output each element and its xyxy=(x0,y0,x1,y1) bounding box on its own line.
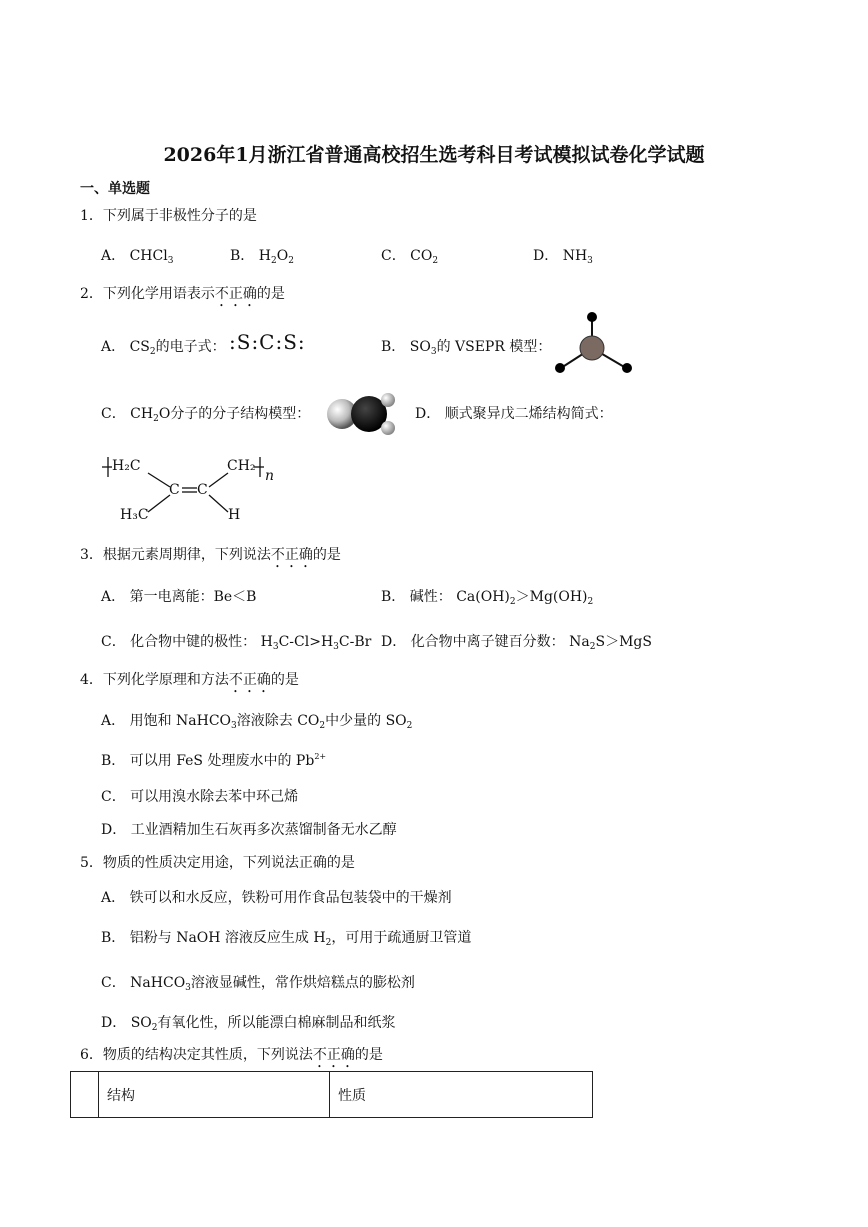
q4-option-b: B． 可以用 FeS 处理废水中的 $Pb^{2+}$ xyxy=(101,752,327,769)
q6-table xyxy=(70,1071,593,1118)
q5-option-d: D． $SO_2$有氧化性，所以能漂白棉麻制品和纸浆 xyxy=(101,1015,396,1033)
table-header-structure: 结构 xyxy=(99,1072,330,1118)
q2-option-a: A． $CS_2$的电子式： xyxy=(101,339,226,357)
question-2-stem: 2．下列化学用语表示不正确的是 xyxy=(80,286,285,302)
table-cell-index xyxy=(71,1072,99,1118)
so3-vsepr-model-icon xyxy=(550,310,635,378)
section-heading: 一、单选题 xyxy=(80,181,150,197)
q1-option-d: D． $NH_3$ xyxy=(533,248,593,266)
q4-option-c: C． 可以用溴水除去苯中环己烯 xyxy=(101,789,299,805)
q2-option-b: B． $SO_3$的 VSEPR 模型： xyxy=(381,339,552,357)
q5-option-c: C． NaHCO$_3$溶液显碱性，常作烘焙糕点的膨松剂 xyxy=(101,975,415,993)
struct-c-left-label: C xyxy=(169,482,180,498)
ch2o-molecule-model-icon xyxy=(320,390,400,438)
cis-polyisoprene-structure xyxy=(102,455,282,530)
page-title: 2026年1月浙江省普通高校招生选考科目考试模拟试卷化学试题 xyxy=(163,144,705,166)
struct-ch2-label: CH₂ xyxy=(227,458,256,474)
struct-h2c-label: H₂C xyxy=(112,458,141,474)
struct-h-label: H xyxy=(228,507,241,523)
table-row xyxy=(71,1072,593,1118)
q4-option-d: D． 工业酒精加生石灰再多次蒸馏制备无水乙醇 xyxy=(101,822,397,838)
q1-option-c: C． $CO_2$ xyxy=(381,248,439,266)
q3-option-d: D． 化合物中离子键百分数： $Na_2S>MgS$ xyxy=(381,634,652,652)
struct-n-subscript: n xyxy=(265,468,275,484)
question-4-stem: 4．下列化学原理和方法不正确的是 xyxy=(80,672,299,688)
q2-option-c: C． $CH_2O$分子的分子结构模型： xyxy=(101,406,311,424)
q5-option-a: A． 铁可以和水反应，铁粉可用作食品包装袋中的干燥剂 xyxy=(101,890,452,906)
q3-option-b: B． 碱性： $Ca(OH)_2>Mg(OH)_2$ xyxy=(381,589,594,607)
q4-option-a: A． 用饱和 NaHCO$_3$溶液除去 $CO_2$中少量的 $SO_2$ xyxy=(101,713,413,731)
question-6-stem: 6．物质的结构决定其性质，下列说法不正确的是 xyxy=(80,1047,383,1063)
question-1-stem: 1．下列属于非极性分子的是 xyxy=(80,208,257,224)
table-header-property: 性质 xyxy=(330,1072,593,1118)
q3-option-a: A． 第一电离能：Be＜B xyxy=(101,589,257,605)
q1-option-b: B． $H_2O_2$ xyxy=(230,248,294,266)
struct-h3c-label: H₃C xyxy=(120,507,149,523)
q3-option-c: C． 化合物中键的极性： $H_3C-Cl>H_3C-Br$ xyxy=(101,634,372,652)
q1-option-a: A． CHCl$_3$ xyxy=(101,248,174,266)
question-5-stem: 5．物质的性质决定用途，下列说法正确的是 xyxy=(80,855,355,871)
question-3-stem: 3．根据元素周期律，下列说法不正确的是 xyxy=(80,547,341,563)
cs2-lewis-structure: :S:C:S: xyxy=(229,330,306,354)
struct-c-right-label: C xyxy=(197,482,208,498)
q5-option-b: B． 铝粉与 NaOH 溶液反应生成 $H_2$，可用于疏通厨卫管道 xyxy=(101,930,472,948)
q2-option-d: D． 顺式聚异戊二烯结构简式： xyxy=(415,406,613,422)
